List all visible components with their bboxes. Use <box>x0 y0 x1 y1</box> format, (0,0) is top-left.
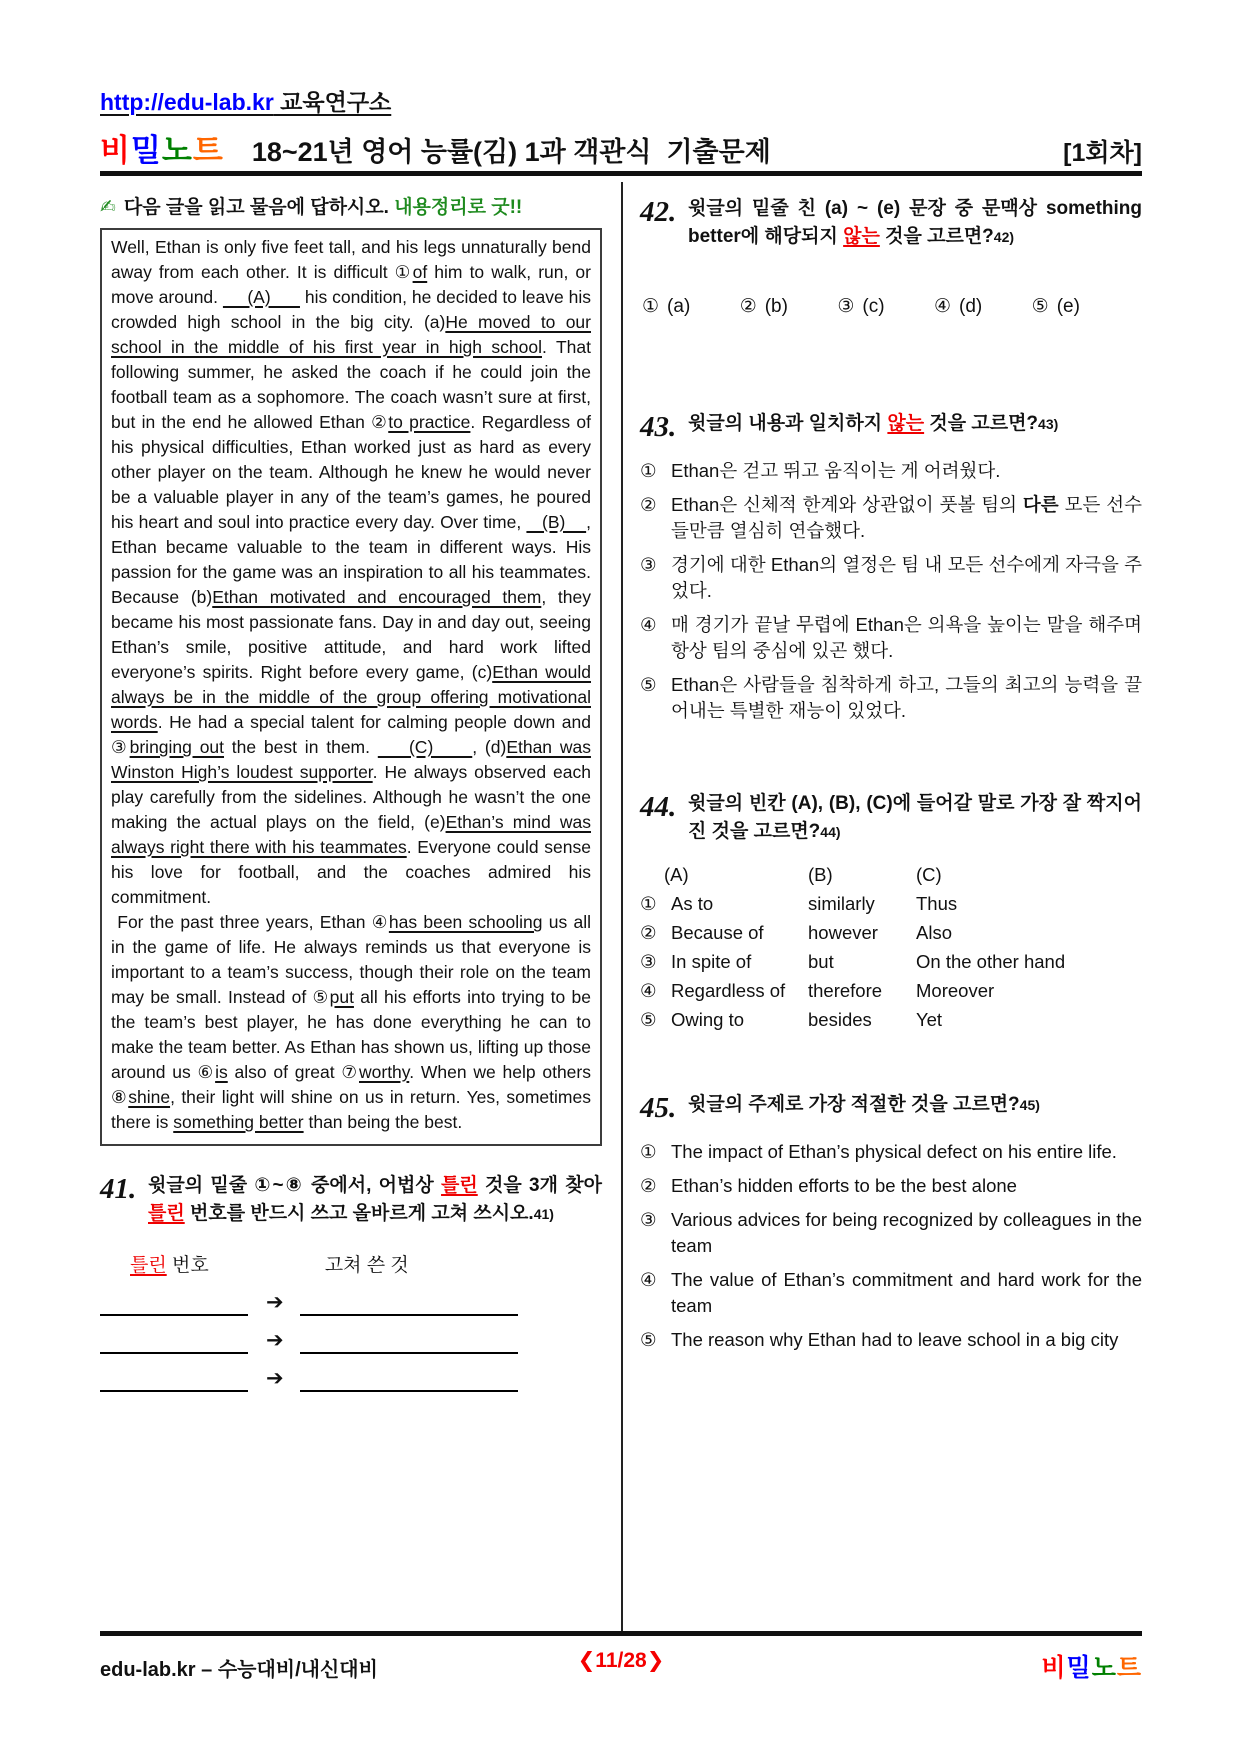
option-a: As to <box>671 893 714 914</box>
option-b: but <box>808 951 834 972</box>
option-c: Yet <box>916 1009 943 1030</box>
option-b: therefore <box>808 980 883 1001</box>
question-42-head <box>640 195 1142 251</box>
footer <box>100 1648 1142 1684</box>
answer-blank-left[interactable] <box>100 1327 248 1354</box>
arrow-icon: ➔ <box>266 1367 284 1390</box>
choice-4 <box>934 295 982 318</box>
option-c: Moreover <box>916 980 995 1001</box>
option-c: Also <box>916 922 952 943</box>
org-label: 교육연구소 <box>273 89 392 115</box>
choice-marker: ④ <box>640 1269 657 1290</box>
header-rule <box>100 171 1142 176</box>
answer-blank-left[interactable] <box>100 1365 248 1392</box>
choice-text: (e) <box>1056 296 1080 317</box>
question-number: 45. <box>640 1092 677 1124</box>
question-44 <box>640 790 1142 1031</box>
option-row-5 <box>640 1009 1142 1031</box>
answer-blank-right[interactable] <box>300 1327 518 1354</box>
choice-marker: ② <box>739 296 757 317</box>
choice-1 <box>640 1139 1142 1165</box>
option-row-3 <box>640 951 1142 973</box>
choice-text: Ethan은 사람들을 침착하게 하고, 그들의 최고의 능력을 끌어내는 특별한 재능이 있었다. <box>671 674 1142 721</box>
option-c: On the other hand <box>916 951 1066 972</box>
choice-text: Various advices for being recognized by colleagues in the team <box>671 1209 1142 1256</box>
choice-text: (b) <box>764 296 788 317</box>
answer-blank-right[interactable] <box>300 1365 518 1392</box>
question-43-head <box>640 410 1142 442</box>
choice-4 <box>640 1267 1142 1319</box>
pencil-icon: ✍ <box>100 197 116 218</box>
option-b: similarly <box>808 893 875 914</box>
question-stem: 윗글의 내용과 일치하지 않는 것을 고르면?43) <box>688 413 1059 434</box>
question-45-head <box>640 1091 1142 1123</box>
choice-text: 매 경기가 끝날 무렵에 Ethan은 의욕을 높이는 말을 해주며 항상 팀의 중심에 있곤 했다. <box>671 614 1142 661</box>
wrong-number-header: 틀린 번호 <box>130 1255 209 1276</box>
left-column <box>100 182 602 1391</box>
choice-text: Ethan은 신체적 한계와 상관없이 풋볼 팀의 다른 모든 선수들만큼 열심히 연습했다. <box>671 494 1142 541</box>
choice-text: The reason why Ethan had to leave school in a big city <box>671 1329 1119 1350</box>
answer-row <box>100 1290 602 1315</box>
question-stem: 윗글의 빈칸 (A), (B), (C)에 들어갈 말로 가장 잘 짝지어진 것을 고르면?44) <box>688 793 1142 842</box>
option-row-2 <box>640 922 1142 944</box>
choice-1 <box>640 458 1142 484</box>
right-column <box>640 182 1142 1361</box>
choice-text: 경기에 대한 Ethan의 열정은 팀 내 모든 선수에게 자극을 주었다. <box>671 554 1142 601</box>
question-stem: 윗글의 밑줄 친 (a) ~ (e) 문장 중 문맥상 something better에 해당되지 않는 것을 고르면?42) <box>688 198 1142 247</box>
content-columns <box>100 182 1142 1631</box>
option-a: Owing to <box>671 1009 745 1030</box>
choice-marker: ② <box>640 1175 657 1196</box>
choice-marker: ③ <box>640 951 657 972</box>
question-number: 43. <box>640 411 677 443</box>
arrow-icon: ➔ <box>266 1291 284 1314</box>
brand-logo: 비밀노트 <box>100 133 224 168</box>
choice-marker: ③ <box>837 296 855 317</box>
choice-2 <box>640 1173 1142 1199</box>
page-indicator: ❮11/28❯ <box>577 1649 665 1672</box>
choice-marker: ④ <box>640 980 657 1001</box>
choice-3 <box>837 295 884 318</box>
title-line <box>100 125 1142 170</box>
choice-4 <box>640 612 1142 664</box>
choice-3 <box>640 1207 1142 1259</box>
arrow-icon: ➔ <box>266 1329 284 1352</box>
question-42 <box>640 195 1142 318</box>
choice-text: The impact of Ethan’s physical defect on his entire life. <box>671 1141 1117 1162</box>
instruction <box>100 192 602 219</box>
option-a: In spite of <box>671 951 752 972</box>
question-number: 42. <box>640 196 677 228</box>
choices-list <box>640 1139 1142 1353</box>
answer-table-header <box>100 1250 602 1277</box>
option-header-b: (B) <box>808 864 833 885</box>
instruction-text: 다음 글을 읽고 물음에 답하시오. <box>123 197 389 218</box>
header-url-line <box>100 84 1142 117</box>
answer-row <box>100 1366 602 1391</box>
choices-list <box>640 458 1142 724</box>
footer-site-label: edu-lab.kr – 수능대비/내신대비 <box>100 1659 378 1681</box>
choice-text: Ethan’s hidden efforts to be the best alone <box>671 1175 1017 1196</box>
answer-blank-left[interactable] <box>100 1289 248 1316</box>
option-b: besides <box>808 1009 872 1030</box>
choice-marker: ① <box>642 296 660 317</box>
question-41-head <box>100 1172 602 1228</box>
choice-marker: ⑤ <box>640 1009 657 1030</box>
header <box>100 84 1142 170</box>
question-stem: 윗글의 밑줄 ①~⑧ 중에서, 어법상 틀린 것을 3개 찾아 틀린 번호를 반드시 쓰고 올바르게 고쳐 쓰시오.41) <box>148 1175 602 1224</box>
choices-row <box>642 295 1080 318</box>
footer-logo: 비밀노트 <box>1041 1654 1142 1682</box>
option-c: Thus <box>916 893 958 914</box>
question-44-head <box>640 790 1142 846</box>
choice-marker: ① <box>640 460 657 481</box>
option-b: however <box>808 922 878 943</box>
choice-marker: ② <box>640 494 657 515</box>
option-a: Regardless of <box>671 980 786 1001</box>
url-link[interactable]: http://edu-lab.kr <box>100 89 274 115</box>
doc-title: 18~21년 영어 능률(김) 1과 객관식 기출문제 <box>251 137 771 167</box>
choice-2 <box>640 492 1142 544</box>
answer-row <box>100 1328 602 1353</box>
choice-marker: ② <box>640 922 657 943</box>
choice-marker: ① <box>640 1141 657 1162</box>
answer-table <box>100 1250 602 1391</box>
footer-rule <box>100 1631 1142 1636</box>
choice-5 <box>640 672 1142 724</box>
choice-text: The value of Ethan’s commitment and hard work for the team <box>671 1269 1142 1316</box>
question-number: 44. <box>640 791 677 823</box>
options-table <box>640 864 1142 1031</box>
choice-marker: ③ <box>640 1209 657 1230</box>
option-row-4 <box>640 980 1142 1002</box>
question-43 <box>640 410 1142 724</box>
choice-1 <box>642 295 690 318</box>
choice-3 <box>640 552 1142 604</box>
options-table-header <box>640 864 1142 886</box>
choice-text: (d) <box>959 296 983 317</box>
passage-paragraph-2: For the past three years, Ethan ④has been schooling us all in the game of life. He always reminds us that everyone is important to a team’s success, though their role on the team may be small. Instead of ⑤put all his efforts into trying to be the team’s best player, he has done everything he can to make the team better. As Ethan has shown us, lifting up those around us ⑥is also of great ⑦worthy. When we help others ⑧shine, their light will shine on us in return. Yes, sometimes there is something better than being the best. <box>111 912 592 1132</box>
column-divider <box>621 182 623 1631</box>
passage-paragraph-1: Well, Ethan is only five feet tall, and his legs unnaturally bend away from each other. It is difficult ①of him to walk, run, or move around. (A) his condition, he decided to leave his crowded high school in the big city. (a)He moved to our school in the middle of his first year in high school. That following summer, he asked the coach if he could join the football team as a sophomore. The coach wasn’t sure at first, but in the end he allowed Ethan ②to practice. Regardless of his physical difficulties, Ethan worked just as hard as every other player on the team. Although he knew he would never be a valuable player in any of the team’s games, he poured his heart and soul into practice every day. Over time, (B) , Ethan became valuable to the team in different ways. His passion for the game was an inspiration to all his teammates. Because (b)Ethan motivated and encouraged them, they became his most passionate fans. Day in and day out, seeing Ethan’s smile, positive attitude, and hard work lifted everyone’s spirits. Right before every game, (c)Ethan would always be in the middle of the group offering motivational words. He had a special talent for calming people down and ③bringing out the best in them. (C) , (d)Ethan was Winston High’s loudest supporter. He always observed each play carefully from the sidelines. Although he wasn’t the one making the actual plays on the field, (e)Ethan’s mind was always right there with his teammates. Everyone could sense his love for football, and the coaches admired his commitment. <box>111 237 592 907</box>
passage-box <box>100 228 602 1146</box>
choice-marker: ⑤ <box>640 1329 657 1350</box>
corrected-header: 고쳐 쓴 것 <box>324 1255 409 1276</box>
choice-5 <box>640 1327 1142 1353</box>
question-stem: 윗글의 주제로 가장 적절한 것을 고르면?45) <box>688 1094 1040 1115</box>
choice-5 <box>1032 295 1080 318</box>
question-41 <box>100 1172 602 1391</box>
choice-text: (c) <box>862 296 885 317</box>
option-a: Because of <box>671 922 764 943</box>
choice-marker: ③ <box>640 554 657 575</box>
question-number: 41. <box>100 1173 137 1205</box>
choice-2 <box>740 295 788 318</box>
choice-marker: ④ <box>640 614 657 635</box>
question-45 <box>640 1091 1142 1353</box>
round-label: [1회차] <box>1063 139 1142 167</box>
choice-marker: ⑤ <box>1031 296 1049 317</box>
choice-marker: ④ <box>933 296 952 317</box>
choice-text: (a) <box>667 296 691 317</box>
instruction-highlight: 내용정리로 굿!! <box>394 197 523 218</box>
choice-marker: ⑤ <box>640 674 657 695</box>
choice-text: Ethan은 걷고 뛰고 움직이는 게 어려웠다. <box>671 460 1001 481</box>
option-row-1 <box>640 893 1142 915</box>
option-header-c: (C) <box>916 864 942 885</box>
answer-blank-right[interactable] <box>300 1289 518 1316</box>
choice-marker: ① <box>640 893 657 914</box>
option-header-a: (A) <box>664 864 689 885</box>
